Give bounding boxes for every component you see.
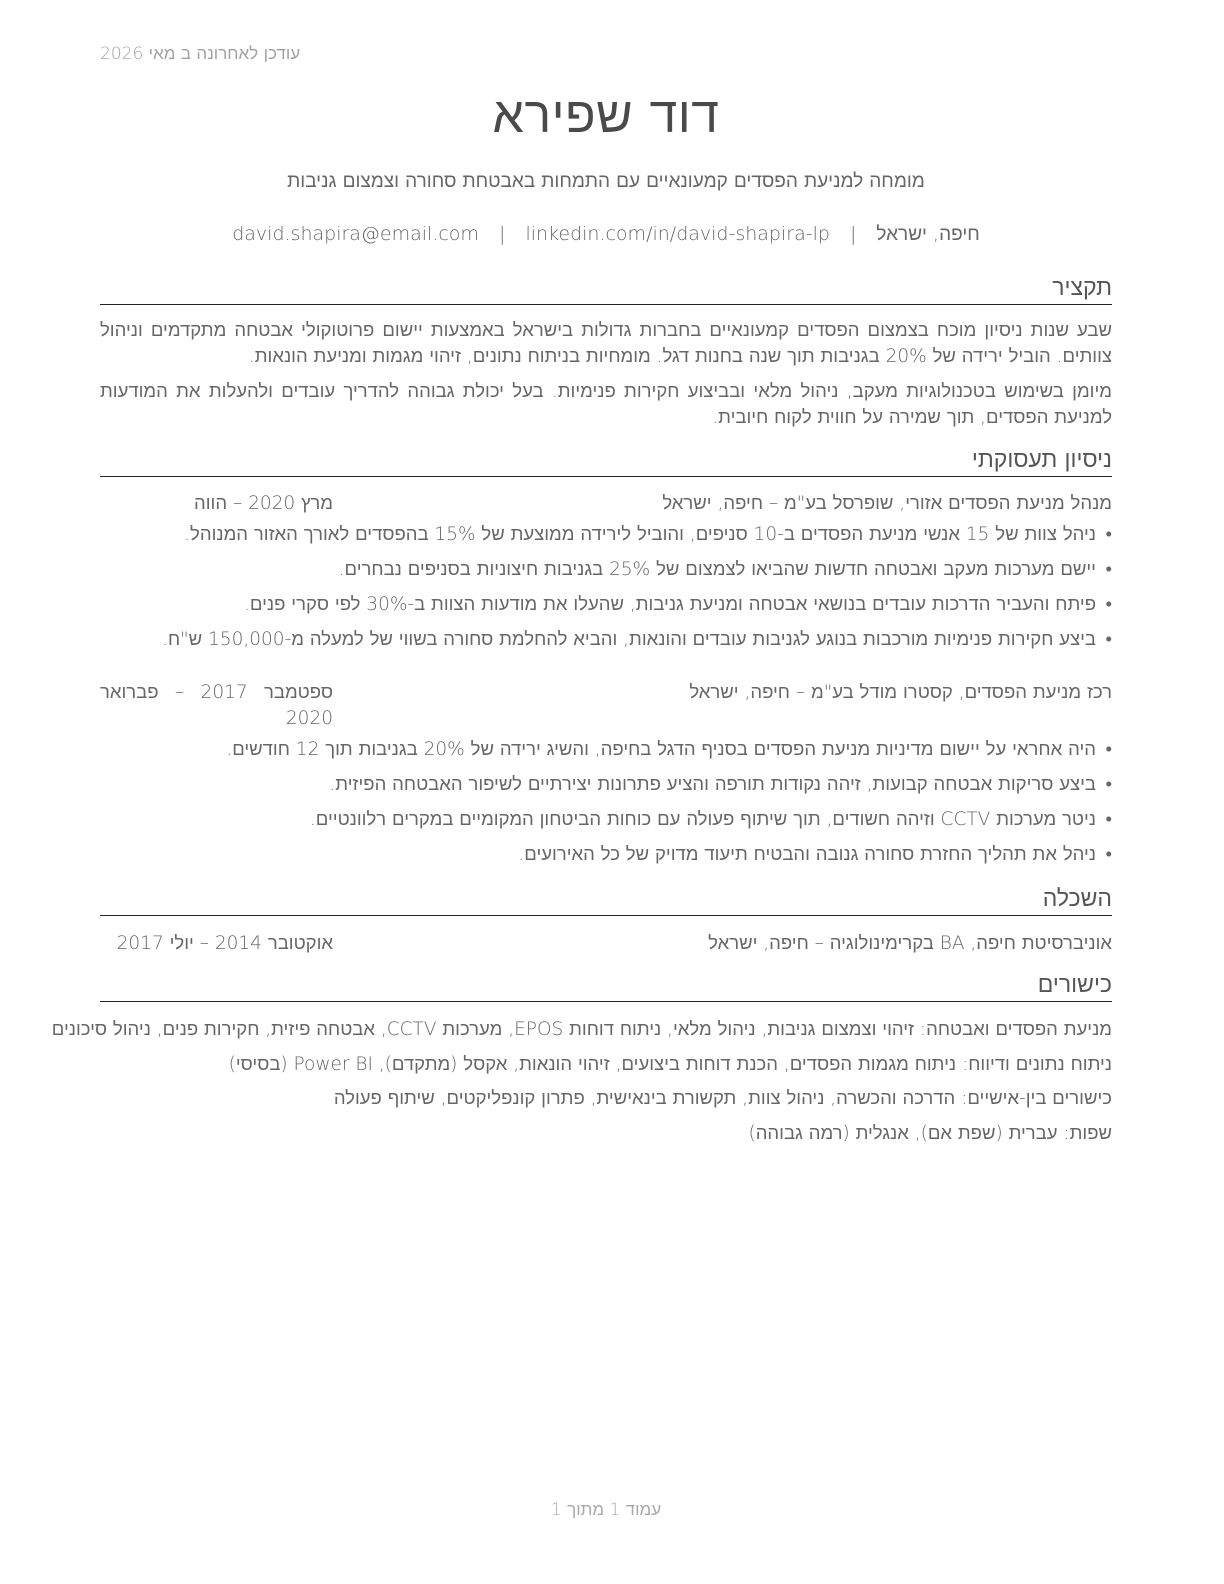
skills-line: ניתוח נתונים ודיווח: ניתוח מגמות הפסדים, הכנת דוחות ביצועים, זיהוי הונאות, אקסל (מתקדם), Power BI (בסיסי)	[228, 1054, 1112, 1075]
skills-line: מניעת הפסדים ואבטחה: זיהוי וצמצום גניבות, ניהול מלאי, ניתוח דוחות EPOS, מערכות CCTV, אבטחה פיזית, חקירות פנים, ניהול סיכונים	[51, 1019, 1112, 1040]
section-title-summary: תקציר	[100, 274, 1112, 305]
bullet-text: פיתח והעביר הדרכות עובדים בנושאי אבטחה ומניעת גניבות, שהעלו את מודעות הצוות ב-30% לפי סקרי פנים.	[244, 594, 1096, 615]
candidate-name: דוד שפירא	[492, 86, 720, 144]
bullet-text: ניטר מערכות CCTV וזיהה חשודים, תוך שיתוף פעולה עם כוחות הביטחון המקומיים במקרים רלוונטיים.	[309, 809, 1096, 830]
bullet-text: ביצע סריקות אבטחה קבועות, זיהה נקודות תורפה והציע פתרונות יצירתיים לשיפור האבטחה הפיזית.	[329, 774, 1096, 795]
job-title: מנהל מניעת הפסדים אזורי, שופרסל בע"מ – חיפה, ישראל	[662, 493, 1112, 514]
list-item	[100, 807, 1112, 842]
contact-linkedin[interactable]: linkedin.com/in/david-shapira-lp	[525, 223, 830, 245]
job-bullets	[100, 522, 1112, 662]
list-item	[100, 557, 1112, 592]
list-item	[100, 772, 1112, 807]
bullet-text: ביצע חקירות פנימיות מורכבות בנוגע לגניבות עובדים והונאות, והביא להחלמת סחורה בשווי של למעלה מ-150,000 ש"ח.	[162, 629, 1096, 650]
resume-page	[51, 0, 1112, 1584]
bullet-text: ניהל צוות של 15 אנשי מניעת הפסדים ב-10 סניפים, והוביל לירידה ממוצעת של 15% בהפסדים לאורך האזור המנוהל.	[184, 524, 1096, 545]
bullet-icon: •	[1105, 844, 1112, 865]
contact-separator: |	[849, 223, 857, 245]
job-dates: מרץ 2020 – הווה	[194, 493, 333, 514]
bullet-icon: •	[1105, 629, 1112, 650]
section-title-experience: ניסיון תעסוקתי	[100, 446, 1112, 477]
contact-location: חיפה, ישראל	[876, 223, 980, 245]
list-item	[100, 592, 1112, 627]
bullet-icon: •	[1105, 739, 1112, 760]
bullet-icon: •	[1105, 809, 1112, 830]
list-item	[100, 842, 1112, 877]
job-title: רכז מניעת הפסדים, קסטרו מודל בע"מ – חיפה, ישראל	[689, 682, 1112, 703]
education-degree: אוניברסיטת חיפה, BA בקרימינולוגיה – חיפה, ישראל	[708, 933, 1112, 954]
bullet-text: יישם מערכות מעקב ואבטחה חדשות שהביאו לצמצום של 25% בגניבות חיצוניות בסניפים נבחרים.	[338, 559, 1096, 580]
contact-email[interactable]: david.shapira@email.com	[232, 223, 479, 245]
headline: מומחה למניעת הפסדים קמעונאיים עם התמחות באבטחת סחורה וצמצום גניבות	[287, 170, 925, 192]
bullet-text: ניהל את תהליך החזרת סחורה גנובה והבטיח תיעוד מדויק של כל האירועים.	[518, 844, 1096, 865]
skills-line: כישורים בין-אישיים: הדרכה והכשרה, ניהול צוות, תקשורת בינאישית, פתרון קונפליקטים, שיתוף פעולה	[333, 1088, 1112, 1109]
page-number: עמוד 1 מתוך 1	[550, 1500, 662, 1520]
contact-separator: |	[499, 223, 506, 245]
contact-line	[100, 223, 1112, 246]
section-title-skills: כישורים	[100, 971, 1112, 1002]
job-bullets	[100, 737, 1112, 877]
last-updated: עודכן לאחרונה ב מאי 2026	[100, 44, 301, 64]
section-title-education: השכלה	[100, 885, 1112, 916]
bullet-icon: •	[1105, 594, 1112, 615]
job-dates: ספטמבר 2017 – פברואר 2020	[100, 682, 333, 729]
list-item	[100, 522, 1112, 557]
bullet-icon: •	[1105, 559, 1112, 580]
summary-paragraph: שבע שנות ניסיון מוכח בצמצום הפסדים קמעונאיים בחברות גדולות בישראל באמצעות יישום פרוטוקולי אבטחה מתקדמים וניהול צוותים. הוביל ירידה של 20% בגניבות תוך שנה בחנות דגל. מומחיות בניתוח נתונים, זיהוי מגמות ומניעת הונאות.	[100, 320, 1112, 367]
list-item	[100, 627, 1112, 662]
education-dates: אוקטובר 2014 – יולי 2017	[116, 933, 333, 954]
bullet-icon: •	[1105, 524, 1112, 545]
list-item	[100, 737, 1112, 772]
skills-line: שפות: עברית (שפת אם), אנגלית (רמה גבוהה)	[748, 1123, 1112, 1144]
bullet-text: היה אחראי על יישום מדיניות מניעת הפסדים בסניף הדגל בחיפה, והשיג ירידה של 20% בגניבות תוך 12 חודשים.	[226, 739, 1096, 760]
summary-paragraph: מיומן בשימוש בטכנולוגיות מעקב, ניהול מלאי ובביצוע חקירות פנימיות. בעל יכולת גבוהה להדריך עובדים ולהעלות את המודעות למניעת הפסדים, תוך שמירה על חווית לקוח חיובית.	[100, 381, 1112, 428]
bullet-icon: •	[1105, 774, 1112, 795]
